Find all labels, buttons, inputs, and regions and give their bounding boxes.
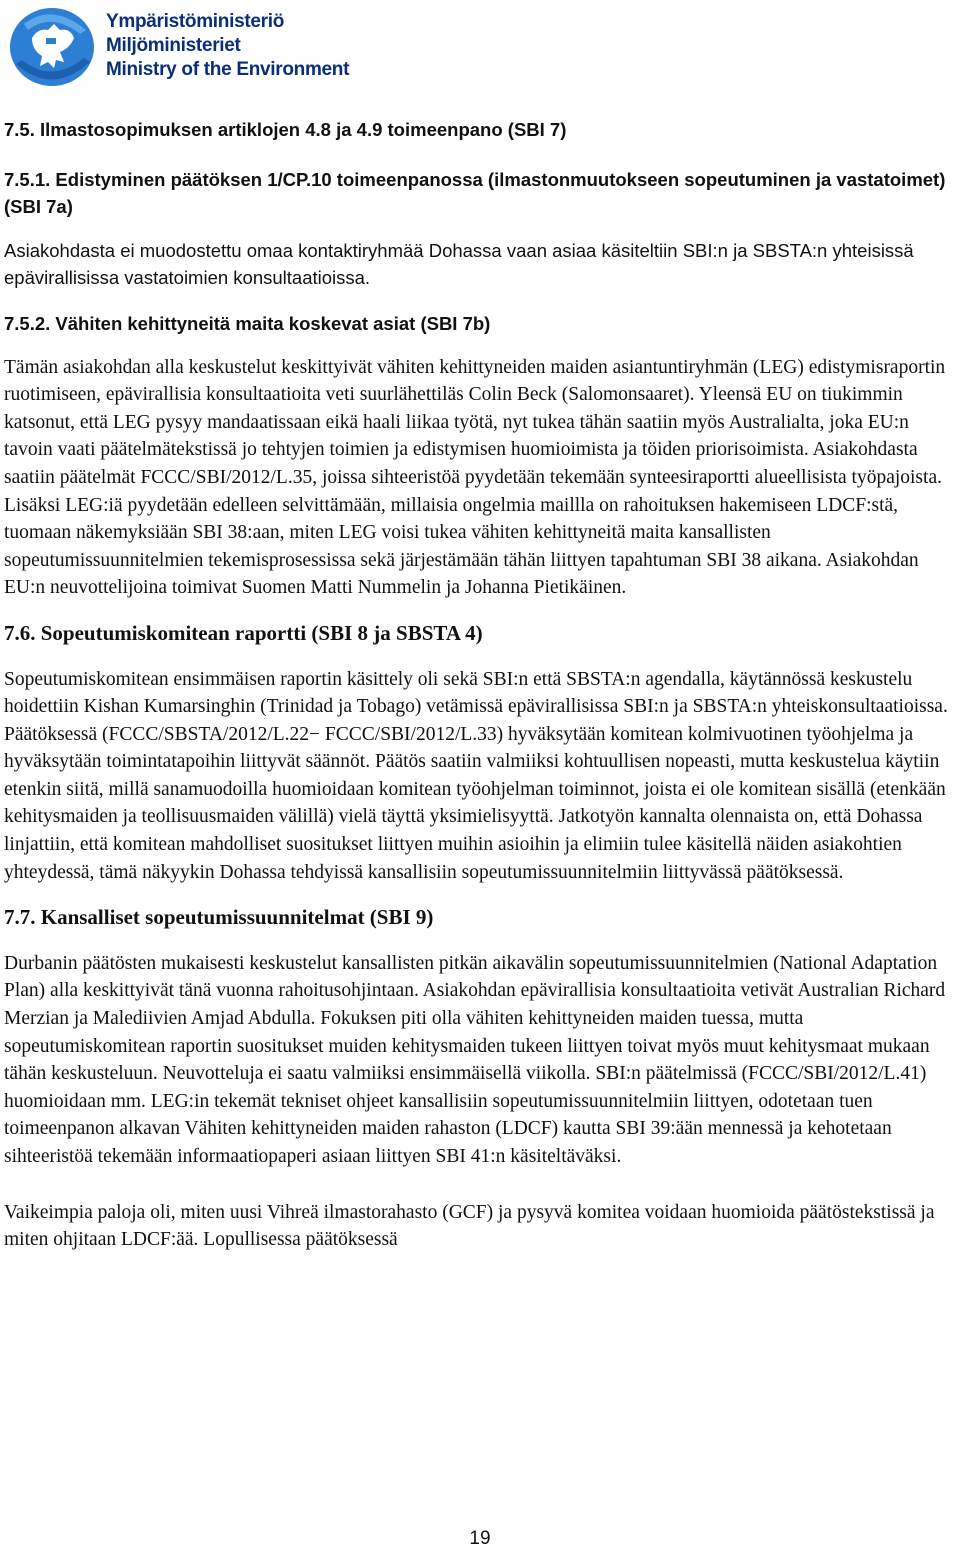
paragraph-7-5-2: Tämän asiakohdan alla keskustelut keskittyivät vähiten kehittyneiden maiden asiantuntiryhmän (LEG) edistymisraportin ruotimiseen, epävirallisia konsultaatioita veti suurlähettiläs Colin Beck (Salomonsaaret). Yleensä EU on tiukimmin katsonut, että LEG pysyy mandaatissaan eikä haali liikaa työtä, nyt tukea tähän saatiin myös Australialta, joka EU:n tavoin vaati päätelmätekstissä jo tehtyjen toimien ja edistymisen huomioimista ja töiden priorisoimista. Asiakohdasta saatiin päätelmät FCCC/SBI/2012/L.35, joissa sihteeristöä pyydetään tekemään synteesiraportti alueellisista työpajoista. Lisäksi LEG:iä pyydetään edelleen selvittämään, millaisia ongelmia maillla on rahoituksen hakemiseen LDCF:stä, tuomaan näkemyksiään SBI 38:aan, miten LEG voisi tukea vähiten kehittyneitä maita kansallisten sopeutumissuunnitelmien tekemisprosessissa sekä järjestämään tähän liittyen tapahtuman SBI 38 aikana. Asiakohdan EU:n neuvottelijoina toimivat Suomen Matti Nummelin ja Johanna Pietikäinen. xyxy=(4,356,946,599)
paragraph-7-5-1: Asiakohdasta ei muodostettu omaa kontaktiryhmää Dohassa vaan asiaa käsiteltiin SBI:n ja SBSTA:n yhteisissä epävirallisissa vastatoimien konsultaatioissa. xyxy=(4,239,914,289)
logo-wordmark xyxy=(106,10,349,82)
section-heading-7-5: 7.5. Ilmastosopimuksen artiklojen 4.8 ja 4.9 toimeenpano (SBI 7) xyxy=(4,119,567,140)
paragraph-7-7-a: Durbanin päätösten mukaisesti keskustelut kansallisten pitkän aikavälin sopeutumissuunnitelmien (National Adaptation Plan) alla keskittyivät tänä vuonna rahoitusohjintaan. Asiakohdan epävirallisia konsultaatioita vetivät Australian Richard Merzian ja Malediivien Amjad Abdulla. Fokuksen piti olla vähiten kehittyneiden maiden tuessa, mutta sopeutumiskomitean raportin suositukset muiden kehitysmaiden tukeen liittyen toivat myös muut kehitysmaat mukaan tähän keskusteluun. Neuvotteluja ei saatu valmiiksi ensimmäisellä viikolla. SBI:n päätelmissä (FCCC/SBI/2012/L.41) huomioidaan mm. LEG:in tekemät tekniset ohjeet kansallisiin sopeutumissuunnitelmiin liittyen, odotetaan tuen toimeenpanon alkavan Vähiten kehittyneiden maiden rahaston (LDCF) kautta SBI 39:ään mennessä ja kehotetaan sihteeristöä tekemään informaatiopaperi asiaan liittyen SBI 41:n käsiteltäväksi. xyxy=(4,952,946,1167)
logo-line-fi: Ympäristöministeriö xyxy=(106,11,285,32)
section-heading-7-7: 7.7. Kansalliset sopeutumissuunnitelmat (SBI 9) xyxy=(4,905,434,930)
logo-line-sv: Miljöministeriet xyxy=(106,35,241,56)
document-body xyxy=(4,116,956,1254)
lion-emblem-icon xyxy=(6,4,98,90)
paragraph-7-6: Sopeutumiskomitean ensimmäisen raportin käsittely oli sekä SBI:n että SBSTA:n agendalla, käytännössä keskustelu hoidettiin Kishan Kumarsinghin (Trinidad ja Tobago) vetämissä epävirallisissa SBI:n ja SBSTA:n yhteiskonsultaatioissa. Päätöksessä (FCCC/SBSTA/2012/L.22− FCCC/SBI/2012/L.33) hyväksytään komitean kolmivuotinen työohjelma ja hyväksytään toimintatapoihin liittyvät säännöt. Päätös saatiin valmiiksi kohtuullisen nopeasti, mutta keskustelua käytiin etenkin siitä, millä sanamuodoilla huomioidaan komitean työohjelman toiminnot, joista ei ole komitean sisällä (etenkään kehitysmaiden ja teollisuusmaiden välillä) vielä täyttä yksimielisyyttä. Jatkotyön kannalta olennaista on, että Dohassa linjattiin, että komitean mahdolliset suositukset liittyen muihin asioihin ja elimiin tulee käsitellä näiden asiakohtien yhteydessä, tämä näkyykin Dohassa tehdyissä kansallisiin sopeutumissuunnitelmiin liittyvässä päätöksessä. xyxy=(4,668,948,883)
section-heading-7-5-1: 7.5.1. Edistyminen päätöksen 1/CP.10 toimeenpanossa (ilmastonmuutokseen sopeutuminen ja vastatoimet) (SBI 7a) xyxy=(4,168,946,218)
section-heading-7-6: 7.6. Sopeutumiskomitean raportti (SBI 8 ja SBSTA 4) xyxy=(4,620,483,645)
logo-line-en: Ministry of the Environment xyxy=(106,59,350,80)
page-number: 19 xyxy=(469,1528,491,1549)
paragraph-7-7-b: Vaikeimpia paloja oli, miten uusi Vihreä ilmastorahasto (GCF) ja pysyvä komitea voidaan huomioida päätöstekstissä ja miten ohjitaan LDCF:ää. Lopullisessa päätöksessä xyxy=(4,1201,935,1251)
section-heading-7-5-2: 7.5.2. Vähiten kehittyneitä maita koskevat asiat (SBI 7b) xyxy=(4,312,491,334)
ministry-logo xyxy=(6,4,350,92)
